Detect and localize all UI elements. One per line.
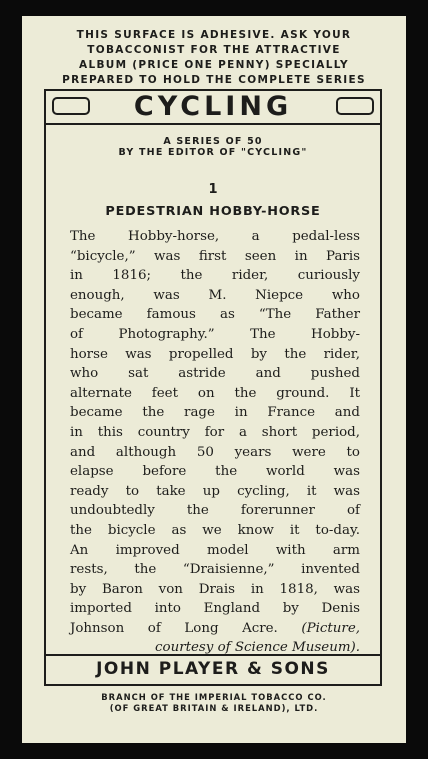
title-band: [46, 91, 380, 125]
body-line: became the rage in France and: [70, 405, 360, 421]
card-title: CYCLING: [133, 91, 293, 122]
body-line: horse was propelled by the rider,: [70, 346, 360, 362]
body-line: who sat astride and pushed: [70, 366, 360, 382]
body-line: of Photography.” The Hobby-: [70, 326, 360, 342]
company-notice: [22, 692, 406, 714]
body-line: in 1816; the rider, curiously: [70, 268, 360, 284]
maker-band: [46, 654, 380, 684]
body-line: in this country for a short period,: [70, 424, 360, 440]
notice-line: TOBACCONIST FOR THE ATTRACTIVE: [87, 44, 341, 56]
body-line: imported into England by Denis: [70, 601, 360, 617]
company-line: (OF GREAT BRITAIN & IRELAND), LTD.: [109, 703, 319, 713]
body-line: An improved model with arm: [70, 542, 360, 558]
card-number: 1: [208, 182, 218, 197]
subtitle-line: BY THE EDITOR OF "CYCLING": [118, 147, 308, 158]
subtitle-line: A SERIES OF 50: [163, 136, 263, 147]
card-frame: [44, 89, 382, 686]
notice-line: THIS SURFACE IS ADHESIVE. ASK YOUR: [76, 29, 352, 41]
description-text: [70, 227, 360, 658]
right-ornament-icon: [336, 97, 374, 115]
body-line: elapse before the world was: [70, 464, 360, 480]
body-line: by Baron von Drais in 1818, was: [70, 581, 360, 597]
adhesive-notice: [22, 28, 406, 88]
body-line: rests, the “Draisienne,” invented: [70, 562, 360, 578]
body-line: Johnson of Long Acre.: [70, 620, 278, 636]
body-line: The Hobby-horse, a pedal-less: [70, 229, 360, 244]
notice-line: PREPARED TO HOLD THE COMPLETE SERIES: [62, 74, 366, 86]
body-line: alternate feet on the ground. It: [70, 385, 360, 401]
body-line: became famous as “The Father: [70, 307, 360, 323]
notice-line: ALBUM (PRICE ONE PENNY) SPECIALLY: [79, 59, 349, 71]
body-line: ready to take up cycling, it was: [70, 483, 360, 499]
card-heading: PEDESTRIAN HOBBY-HORSE: [105, 204, 321, 219]
series-subtitle: [46, 136, 380, 158]
body-line: the bicycle as we know it to-day.: [70, 522, 360, 538]
maker-name: JOHN PLAYER & SONS: [96, 659, 330, 679]
body-line: “bicycle,” was first seen in Paris: [70, 248, 360, 264]
picture-credit: (Picture,: [301, 620, 360, 636]
body-line: undoubtedly the forerunner of: [70, 503, 360, 519]
picture-credit-line: courtesy of Science Museum).: [155, 640, 360, 656]
company-line: BRANCH OF THE IMPERIAL TOBACCO CO.: [101, 692, 327, 702]
cigarette-card: [22, 16, 406, 743]
body-line: enough, was M. Niepce who: [70, 287, 360, 303]
body-line: and although 50 years were to: [70, 444, 360, 460]
body-line-with-credit: [70, 619, 360, 639]
